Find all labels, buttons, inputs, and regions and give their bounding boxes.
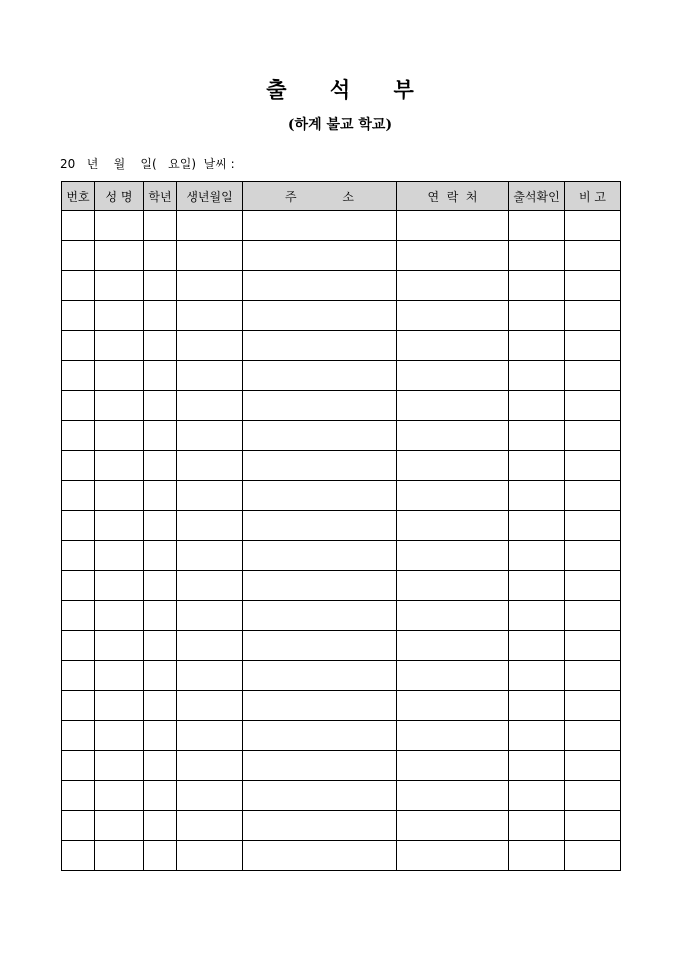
table-cell[interactable]	[144, 331, 177, 361]
document-subtitle: (하계 불교 학교)	[287, 117, 393, 133]
table-cell[interactable]	[62, 211, 95, 241]
table-cell[interactable]	[144, 601, 177, 631]
table-cell[interactable]	[565, 811, 621, 841]
table-cell[interactable]	[243, 211, 397, 241]
table-cell[interactable]	[397, 781, 509, 811]
table-cell[interactable]	[397, 811, 509, 841]
table-cell[interactable]	[144, 511, 177, 541]
table-cell[interactable]	[509, 781, 565, 811]
table-cell[interactable]	[509, 721, 565, 751]
table-cell[interactable]	[509, 391, 565, 421]
table-cell[interactable]	[62, 481, 95, 511]
table-cell[interactable]	[144, 271, 177, 301]
header-name: 성 명	[95, 182, 144, 211]
table-cell[interactable]	[243, 361, 397, 391]
table-row	[62, 811, 621, 841]
table-cell[interactable]	[177, 481, 243, 511]
table-cell[interactable]	[243, 841, 397, 871]
table-cell[interactable]	[243, 481, 397, 511]
header-grade: 학년	[144, 182, 177, 211]
table-cell[interactable]	[144, 661, 177, 691]
table-cell[interactable]	[177, 451, 243, 481]
table-cell[interactable]	[243, 571, 397, 601]
table-cell[interactable]	[177, 691, 243, 721]
table-cell[interactable]	[144, 241, 177, 271]
table-cell[interactable]	[565, 511, 621, 541]
table-cell[interactable]	[144, 691, 177, 721]
table-cell[interactable]	[95, 631, 144, 661]
table-cell[interactable]	[397, 331, 509, 361]
table-cell[interactable]	[177, 511, 243, 541]
table-cell[interactable]	[62, 751, 95, 781]
table-cell[interactable]	[62, 571, 95, 601]
table-row	[62, 241, 621, 271]
table-cell[interactable]	[509, 631, 565, 661]
table-cell[interactable]	[62, 421, 95, 451]
table-cell[interactable]	[397, 241, 509, 271]
table-cell[interactable]	[177, 241, 243, 271]
table-cell[interactable]	[62, 271, 95, 301]
table-cell[interactable]	[243, 421, 397, 451]
table-cell[interactable]	[177, 301, 243, 331]
table-cell[interactable]	[243, 241, 397, 271]
table-cell[interactable]	[95, 271, 144, 301]
table-cell[interactable]	[144, 841, 177, 871]
table-row	[62, 571, 621, 601]
table-cell[interactable]	[95, 751, 144, 781]
table-cell[interactable]	[177, 841, 243, 871]
table-cell[interactable]	[144, 211, 177, 241]
table-cell[interactable]	[509, 541, 565, 571]
table-row	[62, 391, 621, 421]
table-cell[interactable]	[243, 811, 397, 841]
table-cell[interactable]	[397, 631, 509, 661]
table-cell[interactable]	[144, 781, 177, 811]
table-cell[interactable]	[62, 781, 95, 811]
table-cell[interactable]	[177, 781, 243, 811]
table-cell[interactable]	[565, 601, 621, 631]
table-cell[interactable]	[62, 241, 95, 271]
table-cell[interactable]	[177, 421, 243, 451]
table-cell[interactable]	[144, 301, 177, 331]
table-cell[interactable]	[565, 211, 621, 241]
header-birthdate: 생년월일	[177, 182, 243, 211]
table-cell[interactable]	[62, 301, 95, 331]
table-cell[interactable]	[243, 391, 397, 421]
table-cell[interactable]	[397, 211, 509, 241]
table-cell[interactable]	[177, 721, 243, 751]
table-cell[interactable]	[144, 631, 177, 661]
table-cell[interactable]	[95, 331, 144, 361]
table-row	[62, 751, 621, 781]
table-cell[interactable]	[144, 751, 177, 781]
table-cell[interactable]	[95, 661, 144, 691]
table-cell[interactable]	[565, 691, 621, 721]
table-cell[interactable]	[243, 301, 397, 331]
table-row	[62, 601, 621, 631]
table-cell[interactable]	[509, 661, 565, 691]
table-cell[interactable]	[62, 541, 95, 571]
table-row	[62, 271, 621, 301]
table-cell[interactable]	[565, 391, 621, 421]
table-cell[interactable]	[144, 571, 177, 601]
table-row	[62, 541, 621, 571]
table-cell[interactable]	[177, 391, 243, 421]
table-cell[interactable]	[397, 661, 509, 691]
table-cell[interactable]	[95, 361, 144, 391]
header-number: 번호	[62, 182, 95, 211]
table-row	[62, 721, 621, 751]
table-cell[interactable]	[565, 751, 621, 781]
table-cell[interactable]	[565, 541, 621, 571]
date-weather-line: 20 년 월 일( 요일) 날씨 :	[60, 157, 235, 171]
header-attendance-check: 출석확인	[509, 182, 565, 211]
table-cell[interactable]	[95, 541, 144, 571]
table-cell[interactable]	[144, 811, 177, 841]
table-cell[interactable]	[565, 421, 621, 451]
table-cell[interactable]	[95, 841, 144, 871]
table-cell[interactable]	[243, 451, 397, 481]
table-cell[interactable]	[177, 631, 243, 661]
table-cell[interactable]	[62, 631, 95, 661]
table-cell[interactable]	[509, 511, 565, 541]
table-cell[interactable]	[509, 691, 565, 721]
table-cell[interactable]	[509, 571, 565, 601]
table-cell[interactable]	[243, 631, 397, 661]
table-cell[interactable]	[565, 271, 621, 301]
header-remarks: 비 고	[565, 182, 621, 211]
table-cell[interactable]	[62, 841, 95, 871]
table-cell[interactable]	[397, 841, 509, 871]
table-cell[interactable]	[144, 541, 177, 571]
table-body	[62, 211, 621, 871]
table-cell[interactable]	[565, 301, 621, 331]
table-cell[interactable]	[243, 751, 397, 781]
table-cell[interactable]	[95, 811, 144, 841]
table-cell[interactable]	[144, 361, 177, 391]
table-row	[62, 511, 621, 541]
table-cell[interactable]	[177, 271, 243, 301]
table-cell[interactable]	[243, 541, 397, 571]
table-cell[interactable]	[565, 481, 621, 511]
table-cell[interactable]	[177, 571, 243, 601]
table-cell[interactable]	[565, 661, 621, 691]
table-cell[interactable]	[177, 211, 243, 241]
table-cell[interactable]	[95, 241, 144, 271]
table-cell[interactable]	[144, 391, 177, 421]
table-cell[interactable]	[397, 391, 509, 421]
table-cell[interactable]	[509, 601, 565, 631]
table-cell[interactable]	[243, 781, 397, 811]
table-cell[interactable]	[95, 451, 144, 481]
table-row	[62, 631, 621, 661]
table-cell[interactable]	[565, 721, 621, 751]
table-cell[interactable]	[62, 391, 95, 421]
table-cell[interactable]	[509, 421, 565, 451]
table-cell[interactable]	[144, 451, 177, 481]
table-cell[interactable]	[397, 601, 509, 631]
table-row	[62, 421, 621, 451]
table-cell[interactable]	[95, 481, 144, 511]
table-cell[interactable]	[95, 391, 144, 421]
table-cell[interactable]	[62, 721, 95, 751]
table-cell[interactable]	[243, 691, 397, 721]
table-cell[interactable]	[95, 511, 144, 541]
table-cell[interactable]	[95, 781, 144, 811]
table-cell[interactable]	[177, 361, 243, 391]
table-cell[interactable]	[243, 721, 397, 751]
table-row	[62, 451, 621, 481]
table-cell[interactable]	[509, 481, 565, 511]
table-cell[interactable]	[62, 811, 95, 841]
table-cell[interactable]	[243, 271, 397, 301]
table-cell[interactable]	[144, 481, 177, 511]
table-cell[interactable]	[509, 331, 565, 361]
table-cell[interactable]	[62, 661, 95, 691]
header-address: 주 소	[243, 182, 397, 211]
table-cell[interactable]	[95, 571, 144, 601]
table-cell[interactable]	[509, 301, 565, 331]
table-row	[62, 691, 621, 721]
table-cell[interactable]	[95, 601, 144, 631]
table-cell[interactable]	[243, 511, 397, 541]
table-cell[interactable]	[177, 601, 243, 631]
table-cell[interactable]	[397, 511, 509, 541]
table-cell[interactable]	[565, 241, 621, 271]
table-row	[62, 781, 621, 811]
table-cell[interactable]	[62, 601, 95, 631]
table-cell[interactable]	[177, 751, 243, 781]
table-cell[interactable]	[509, 451, 565, 481]
table-cell[interactable]	[397, 421, 509, 451]
table-header-row	[62, 182, 621, 211]
table-row	[62, 481, 621, 511]
table-cell[interactable]	[243, 661, 397, 691]
table-cell[interactable]	[509, 361, 565, 391]
table-cell[interactable]	[177, 541, 243, 571]
table-row	[62, 361, 621, 391]
table-row	[62, 841, 621, 871]
table-cell[interactable]	[397, 301, 509, 331]
table-cell[interactable]	[565, 781, 621, 811]
table-cell[interactable]	[565, 841, 621, 871]
table-cell[interactable]	[62, 331, 95, 361]
table-cell[interactable]	[509, 241, 565, 271]
table-cell[interactable]	[509, 211, 565, 241]
table-cell[interactable]	[397, 481, 509, 511]
table-cell[interactable]	[177, 661, 243, 691]
table-cell[interactable]	[62, 511, 95, 541]
table-row	[62, 211, 621, 241]
table-cell[interactable]	[397, 451, 509, 481]
table-cell[interactable]	[509, 751, 565, 781]
table-cell[interactable]	[177, 811, 243, 841]
table-cell[interactable]	[177, 331, 243, 361]
table-cell[interactable]	[243, 601, 397, 631]
attendance-table	[61, 181, 621, 871]
table-cell[interactable]	[243, 331, 397, 361]
table-cell[interactable]	[144, 421, 177, 451]
table-cell[interactable]	[95, 691, 144, 721]
table-cell[interactable]	[565, 451, 621, 481]
table-cell[interactable]	[95, 301, 144, 331]
table-cell[interactable]	[565, 331, 621, 361]
table-row	[62, 331, 621, 361]
table-cell[interactable]	[509, 271, 565, 301]
table-cell[interactable]	[397, 691, 509, 721]
table-cell[interactable]	[565, 571, 621, 601]
table-row	[62, 301, 621, 331]
table-cell[interactable]	[509, 811, 565, 841]
table-cell[interactable]	[397, 571, 509, 601]
table-cell[interactable]	[95, 421, 144, 451]
table-row	[62, 661, 621, 691]
table-cell[interactable]	[397, 271, 509, 301]
table-cell[interactable]	[62, 691, 95, 721]
table-cell[interactable]	[397, 721, 509, 751]
table-cell[interactable]	[397, 541, 509, 571]
table-cell[interactable]	[62, 361, 95, 391]
table-cell[interactable]	[144, 721, 177, 751]
table-cell[interactable]	[509, 841, 565, 871]
table-cell[interactable]	[397, 361, 509, 391]
table-cell[interactable]	[95, 721, 144, 751]
table-cell[interactable]	[397, 751, 509, 781]
document-title: 출 석 부	[266, 77, 432, 102]
header-contact: 연 락 처	[397, 182, 509, 211]
table-cell[interactable]	[565, 361, 621, 391]
table-cell[interactable]	[62, 451, 95, 481]
table-cell[interactable]	[95, 211, 144, 241]
table-cell[interactable]	[565, 631, 621, 661]
